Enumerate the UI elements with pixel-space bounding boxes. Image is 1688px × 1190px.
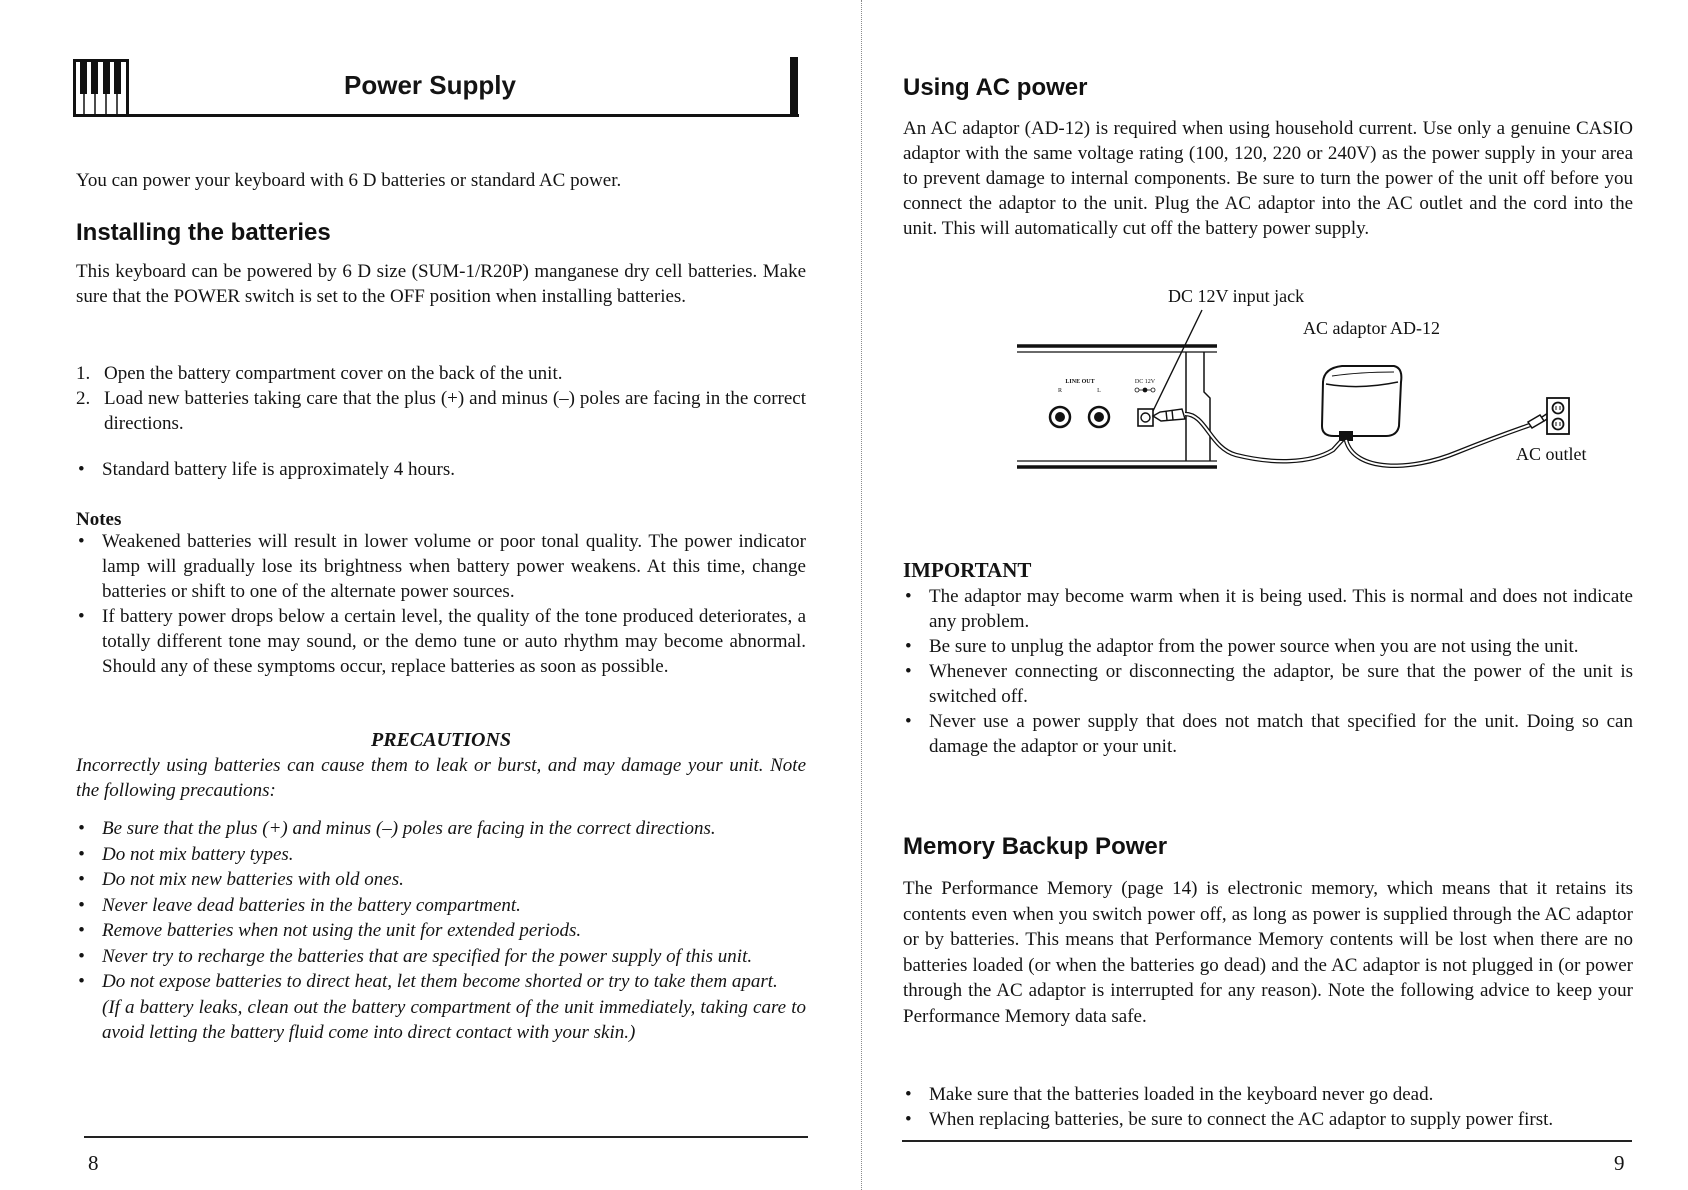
list-item: • Make sure that the batteries loaded in the keyboard never go dead.: [903, 1082, 1633, 1107]
polarity-symbol: [1135, 388, 1155, 392]
precautions-intro: Incorrectly using batteries can cause them to leak or burst, and may damage your unit. Note the following precautions:: [76, 755, 806, 801]
important-list: [903, 584, 1633, 759]
ac-outlet-label: AC outlet: [1516, 444, 1587, 464]
dc-plug: [1153, 409, 1185, 421]
ac-adaptor-diagram: [1010, 280, 1610, 480]
page-gutter-divider: [861, 0, 862, 1190]
installing-batteries-heading: Installing the batteries: [76, 219, 331, 246]
list-item: • Standard battery life is approximately 4 hours.: [76, 457, 806, 482]
memory-backup-heading: Memory Backup Power: [903, 833, 1168, 860]
precautions-section: [76, 816, 806, 1046]
steps-list: [76, 361, 806, 436]
ac-outlet: [1547, 398, 1569, 434]
dc-12v-small-label: DC 12V: [1134, 379, 1156, 385]
step-number: 2.: [76, 388, 91, 409]
list-item: • Do not expose batteries to direct heat, let them become shorted or try to take them apart.: [76, 969, 806, 995]
header-rule: [73, 114, 799, 117]
line-out-l-jack: [1089, 407, 1109, 427]
step-number: 1.: [76, 363, 91, 384]
page-number-right: 9: [1614, 1151, 1625, 1175]
list-item: • Be sure that the plus (+) and minus (–) poles are facing in the correct directions.: [76, 816, 806, 842]
keyboard-back-panel: [1017, 346, 1217, 467]
line-out-l-label: L: [1097, 388, 1101, 394]
list-item: • Never try to recharge the batteries that are specified for the power supply of this unit.: [76, 944, 806, 970]
list-item: • Whenever connecting or disconnecting the adaptor, be sure that the power of the unit is switched off.: [903, 659, 1633, 709]
installing-paragraph: This keyboard can be powered by 6 D size (SUM-1/R20P) manganese dry cell batteries. Make sure that the POWER switch is set to the OFF position when installing batteries.: [76, 261, 806, 307]
dc-input-jack-label: DC 12V input jack: [1168, 286, 1305, 306]
intro-text: You can power your keyboard with 6 D batteries or standard AC power.: [76, 170, 622, 191]
notes-list: [76, 529, 806, 679]
keyboard-icon: [73, 59, 129, 119]
list-item: • When replacing batteries, be sure to connect the AC adaptor to supply power first.: [903, 1107, 1633, 1132]
footer-rule-left: [84, 1136, 808, 1138]
dc-input-jack: [1138, 409, 1153, 426]
installation-steps: [76, 361, 806, 436]
list-item: • If battery power drops below a certain level, the quality of the tone produced deteriorates, a totally different tone may sound, or the demo tune or auto rhythm may become abnormal. Should any of these symptoms occur, replace batteries as soon as possible.: [76, 604, 806, 679]
list-item: • The adaptor may become warm when it is being used. This is normal and does not indicate any problem.: [903, 584, 1633, 634]
ac-adaptor-label: AC adaptor AD-12: [1303, 318, 1440, 338]
line-out-r-label: R: [1057, 388, 1063, 394]
line-out-label: LINE OUT: [1065, 379, 1095, 385]
page-number-left: 8: [88, 1151, 99, 1175]
list-item: • Do not mix new batteries with old ones.: [76, 867, 806, 893]
adaptor-output-cord: [1185, 414, 1344, 461]
battery-life-note: [76, 457, 806, 482]
using-ac-power-heading: Using AC power: [903, 74, 1088, 101]
step-text: Open the battery compartment cover on the back of the unit.: [104, 363, 563, 384]
ac-adaptor-unit: [1322, 366, 1401, 440]
list-item: • Do not mix battery types.: [76, 842, 806, 868]
step-item: [76, 386, 806, 436]
list-item: • Weakened batteries will result in lower volume or poor tonal quality. The power indicator lamp will gradually lose its brightness when battery power weakens. At this time, change batteries or shift to one of the alternate power sources.: [76, 529, 806, 604]
memory-advice-list: [903, 1082, 1633, 1132]
memory-backup-paragraph: The Performance Memory (page 14) is electronic memory, which means that it retains its contents even when you switch power off, as long as power is supplied through the AC adaptor or by batteries. This means that Performance Memory contents will be lost when there are no batteries loaded (or when the batteries go dead) and the AC adaptor is not plugged in (or power through the AC adaptor is interrupted for any reason). Note the following advice to keep your Performance Memory data safe.: [903, 878, 1633, 1027]
page-title: Power Supply: [344, 70, 516, 100]
notes-heading: Notes: [76, 509, 122, 530]
page-header: [73, 57, 801, 119]
important-heading: IMPORTANT: [903, 558, 1032, 582]
line-out-r-jack: [1050, 407, 1070, 427]
precautions-heading: PRECAUTIONS: [370, 729, 512, 751]
header-end-bar: [790, 57, 798, 117]
important-section: [903, 584, 1633, 759]
precautions-list: [76, 816, 806, 995]
list-item: • Never leave dead batteries in the battery compartment.: [76, 893, 806, 919]
step-item: [76, 361, 806, 386]
notes-section: [76, 529, 806, 679]
step-text: Load new batteries taking care that the plus (+) and minus (–) poles are facing in the correct directions.: [104, 388, 806, 434]
list-item: • Remove batteries when not using the unit for extended periods.: [76, 918, 806, 944]
memory-backup-advice: [903, 1082, 1633, 1132]
footer-rule-right: [902, 1140, 1632, 1142]
list-item: • Be sure to unplug the adaptor from the power source when you are not using the unit.: [903, 634, 1633, 659]
dc-jack-leader-line: [1153, 310, 1202, 411]
battery-life-list: [76, 457, 806, 482]
list-item: • Never use a power supply that does not match that specified for the unit. Doing so can damage the adaptor or your unit.: [903, 709, 1633, 759]
battery-leak-note: (If a battery leaks, clean out the battery compartment of the unit immediately, taking care to avoid letting the battery fluid come into direct contact with your skin.): [102, 996, 806, 1043]
ac-power-paragraph: An AC adaptor (AD-12) is required when using household current. Use only a genuine CASIO adaptor with the same voltage rating (100, 120, 220 or 240V) as the power supply in your area to prevent damage to internal components. Be sure to turn the power of the unit off before you connect the adaptor to the unit. Plug the AC adaptor into the AC outlet and the cord into the unit. This will automatically cut off the battery power supply.: [903, 118, 1633, 239]
